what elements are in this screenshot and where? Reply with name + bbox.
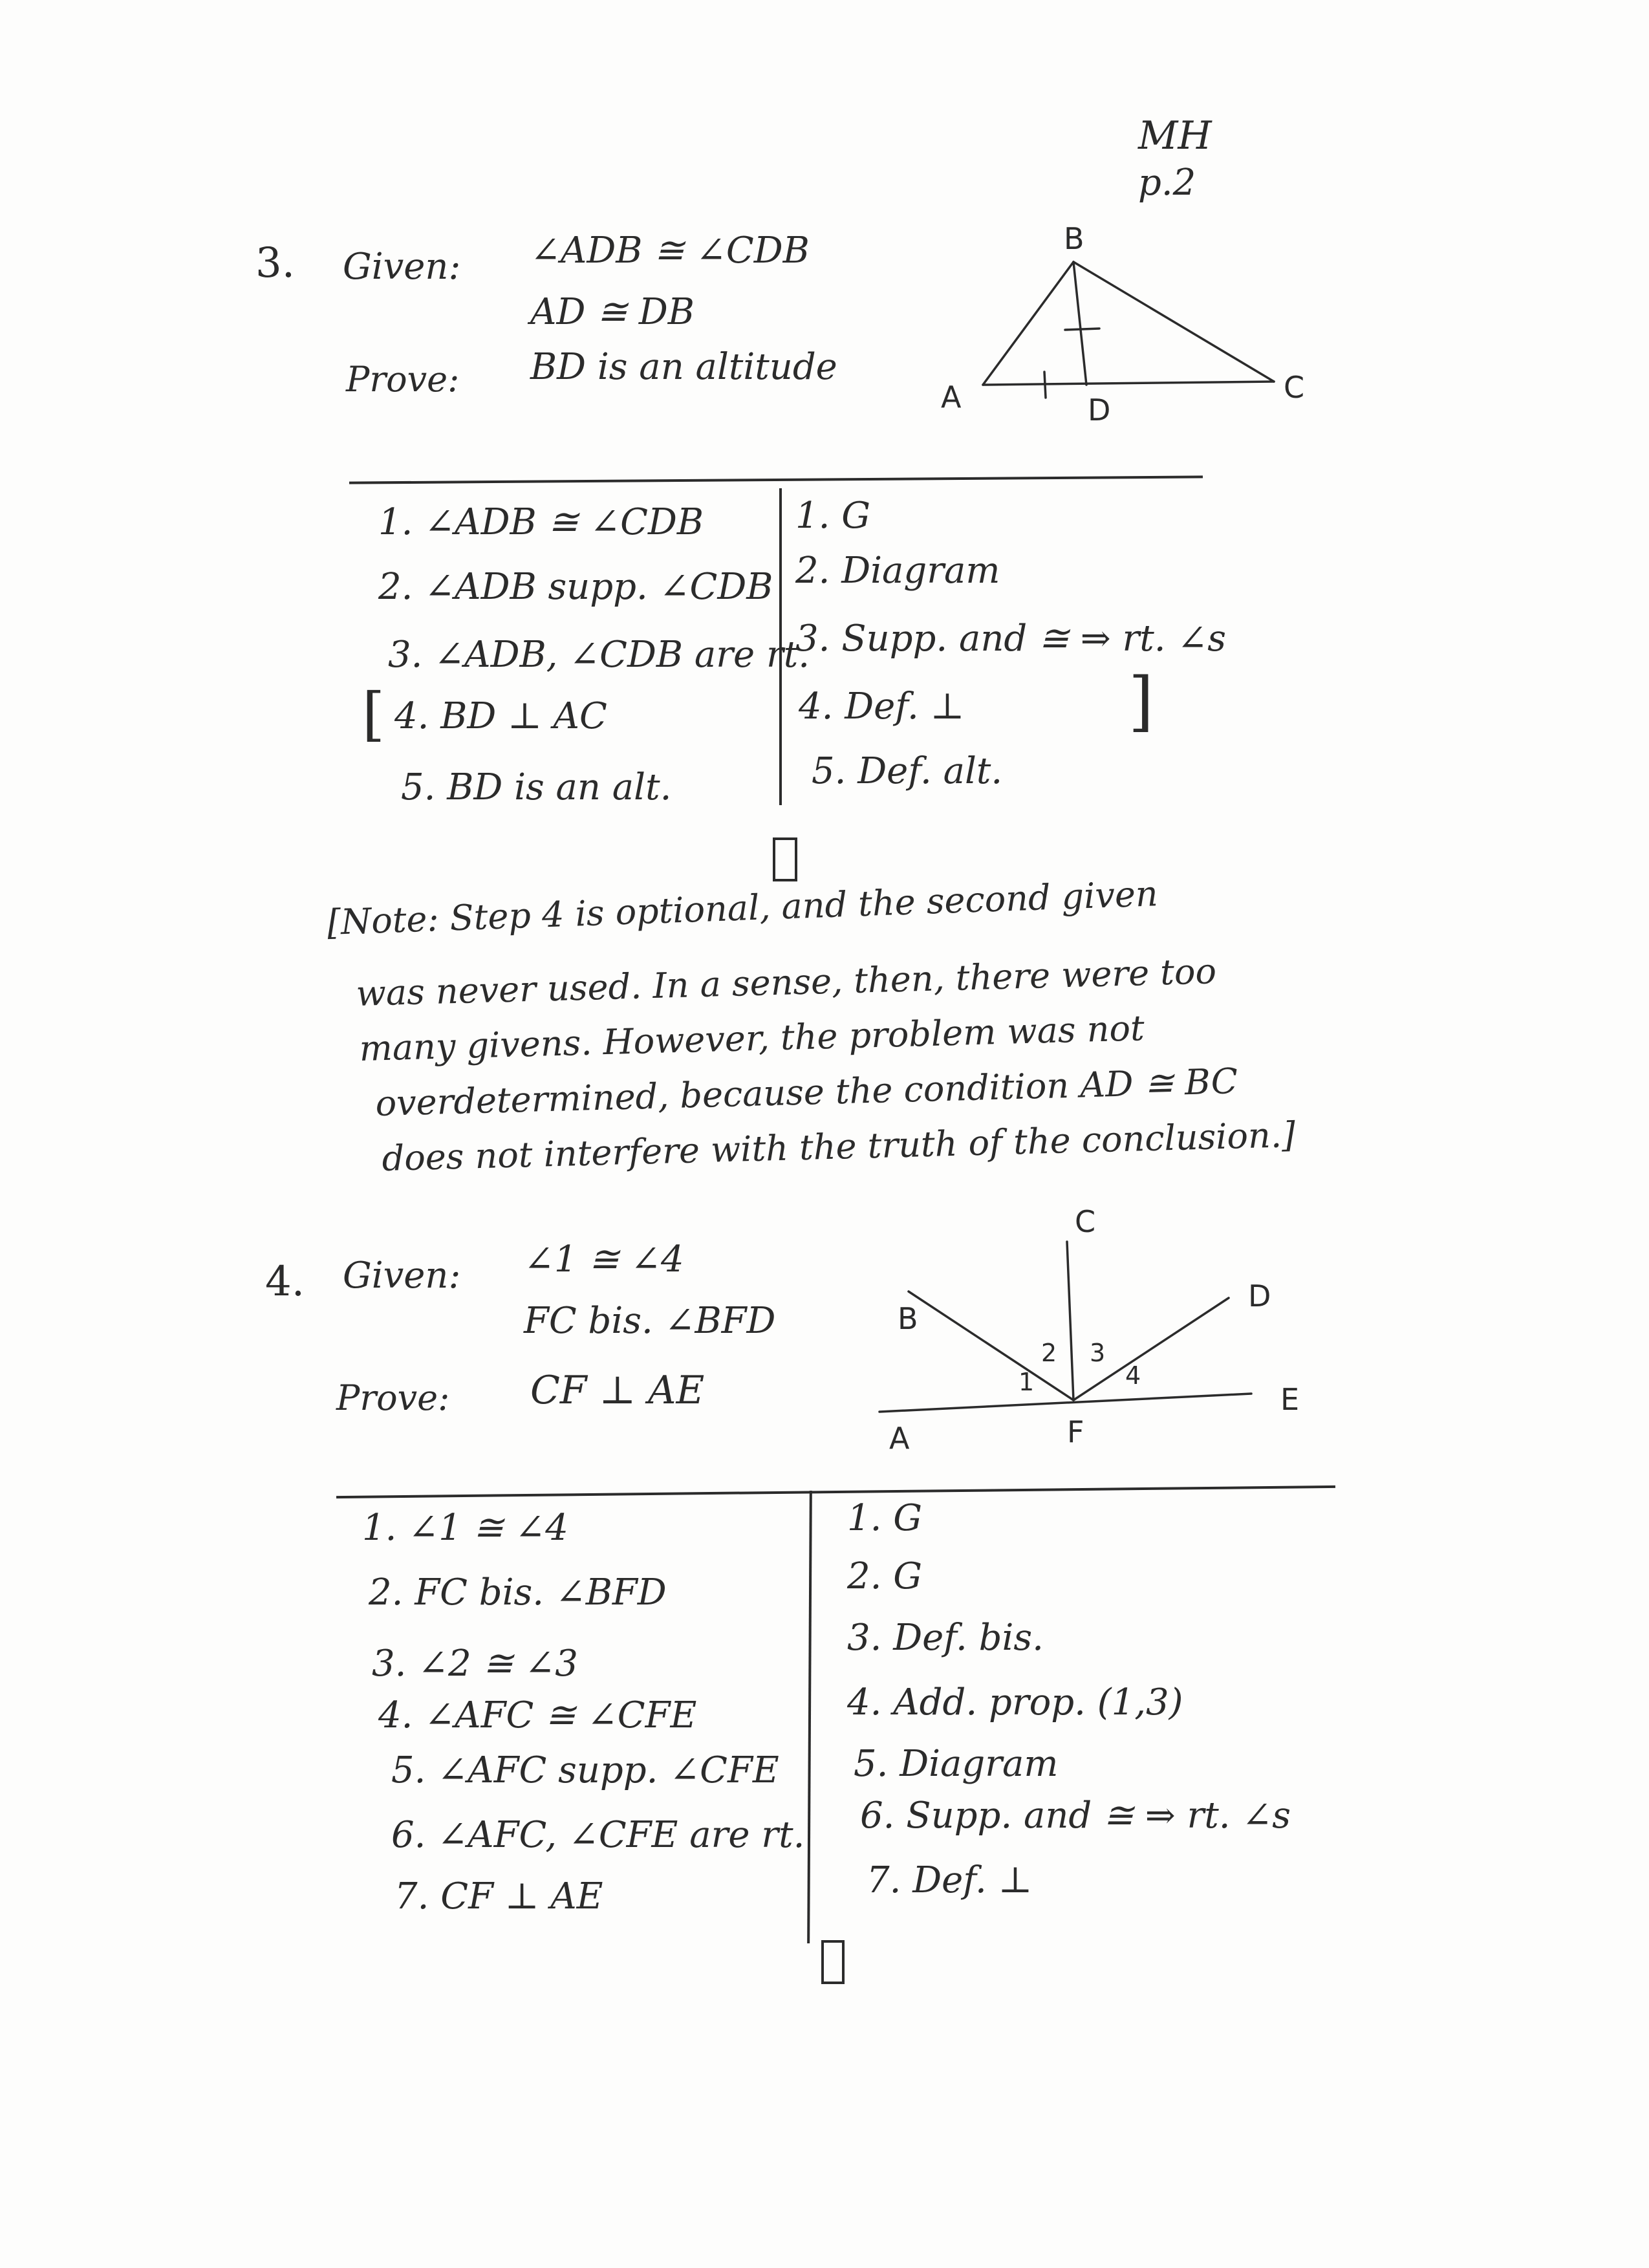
optional-step-bracket-open: [ bbox=[362, 680, 385, 748]
problem-3-given-1: ∠ADB ≅ ∠CDB bbox=[530, 230, 810, 272]
note-line: was never used. In a sense, then, there were too bbox=[355, 951, 1217, 1014]
proof-4-reason: 5. Diagram bbox=[854, 1743, 1059, 1785]
proof-4-reason: 4. Add. prop. (1,3) bbox=[847, 1681, 1183, 1723]
triangle-abc-diagram bbox=[905, 220, 1358, 440]
angle-4-label: 4 bbox=[1125, 1361, 1141, 1390]
proof-3-reason: 5. Def. alt. bbox=[812, 750, 1003, 792]
label-c: C bbox=[1284, 370, 1305, 405]
label-b: B bbox=[898, 1301, 918, 1336]
proof-3-reason: 3. Supp. and ≅ ⇒ rt. ∠s bbox=[795, 618, 1227, 660]
proof-4-statement: 6. ∠AFC, ∠CFE are rt. bbox=[391, 1814, 805, 1856]
problem-4-given-2: FC bis. ∠BFD bbox=[524, 1300, 776, 1342]
author-initials: MH bbox=[1138, 113, 1212, 158]
label-e: E bbox=[1280, 1382, 1300, 1417]
problem-4-given-label: Given: bbox=[343, 1255, 461, 1297]
side-ab bbox=[983, 262, 1073, 385]
ray-fc bbox=[1067, 1242, 1073, 1400]
problem-3-prove-label: Prove: bbox=[346, 359, 460, 400]
proof-4-statement: 4. ∠AFC ≅ ∠CFE bbox=[378, 1694, 697, 1736]
proof-4-statement: 7. CF ⊥ AE bbox=[394, 1875, 603, 1917]
tick-ad bbox=[1044, 372, 1046, 398]
proof-4-reason: 6. Supp. and ≅ ⇒ rt. ∠s bbox=[860, 1795, 1291, 1837]
proof-3-reason: 1. G bbox=[795, 495, 870, 537]
proof-4-statement: 2. FC bis. ∠BFD bbox=[369, 1571, 667, 1614]
proof-4-reason: 7. Def. ⊥ bbox=[867, 1859, 1033, 1901]
tick-bd bbox=[1065, 329, 1099, 330]
qed-box bbox=[821, 1940, 845, 1984]
label-d: D bbox=[1088, 393, 1111, 427]
angle-3-label: 3 bbox=[1090, 1339, 1106, 1367]
problem-4-prove: CF ⊥ AE bbox=[530, 1368, 705, 1413]
proof-3-reason: 4. Def. ⊥ bbox=[799, 686, 965, 728]
angle-2-label: 2 bbox=[1041, 1339, 1057, 1367]
proof-3-statement: 2. ∠ADB supp. ∠CDB bbox=[378, 566, 773, 608]
proof-4-statement: 3. ∠2 ≅ ∠3 bbox=[372, 1643, 578, 1685]
segment-bd bbox=[1073, 262, 1086, 385]
note-line: many givens. However, the problem was not bbox=[358, 1008, 1145, 1069]
proof-3-reason: 2. Diagram bbox=[795, 550, 1000, 592]
label-b: B bbox=[1064, 221, 1084, 256]
problem-3-given-2: AD ≅ DB bbox=[530, 291, 695, 333]
optional-step-bracket-close: ] bbox=[1128, 664, 1154, 739]
problem-4-given-1: ∠1 ≅ ∠4 bbox=[524, 1238, 684, 1280]
proof-4-reason: 3. Def. bis. bbox=[847, 1617, 1044, 1659]
problem-3-number: 3. bbox=[255, 239, 296, 287]
proof-3-statement: 1. ∠ADB ≅ ∠CDB bbox=[378, 501, 704, 543]
label-d: D bbox=[1248, 1279, 1271, 1313]
proof-4-horizontal-rule bbox=[336, 1485, 1335, 1498]
problem-4-number: 4. bbox=[265, 1258, 305, 1306]
side-bc bbox=[1073, 262, 1274, 382]
angle-1-label: 1 bbox=[1018, 1368, 1035, 1396]
label-a: A bbox=[889, 1421, 910, 1456]
label-a: A bbox=[941, 380, 962, 415]
note-line: [Note: Step 4 is optional, and the second given bbox=[326, 873, 1159, 943]
qed-box bbox=[773, 837, 797, 881]
proof-3-statement: 4. BD ⊥ AC bbox=[394, 695, 607, 737]
proof-4-vertical-rule bbox=[807, 1491, 812, 1943]
note-line: does not interfere with the truth of the conclusion.] bbox=[381, 1114, 1296, 1179]
problem-4-prove-label: Prove: bbox=[336, 1377, 450, 1418]
proof-4-reason: 2. G bbox=[847, 1555, 922, 1597]
side-ac bbox=[983, 382, 1274, 385]
proof-3-horizontal-rule bbox=[349, 475, 1203, 484]
note-line: overdetermined, because the condition AD ≅ BC bbox=[374, 1061, 1238, 1124]
label-f: F bbox=[1067, 1414, 1084, 1449]
line-ae bbox=[879, 1394, 1251, 1412]
label-c: C bbox=[1075, 1204, 1096, 1239]
proof-4-statement: 1. ∠1 ≅ ∠4 bbox=[362, 1507, 568, 1549]
problem-3-prove: BD is an altitude bbox=[530, 346, 837, 388]
angles-at-f-diagram bbox=[867, 1203, 1319, 1462]
proof-4-reason: 1. G bbox=[847, 1497, 922, 1539]
problem-3-given-label: Given: bbox=[343, 246, 461, 288]
page-number: p.2 bbox=[1138, 162, 1196, 204]
proof-4-statement: 5. ∠AFC supp. ∠CFE bbox=[391, 1749, 779, 1791]
proof-3-statement: 3. ∠ADB, ∠CDB are rt. bbox=[388, 634, 810, 676]
proof-3-statement: 5. BD is an alt. bbox=[401, 766, 672, 808]
